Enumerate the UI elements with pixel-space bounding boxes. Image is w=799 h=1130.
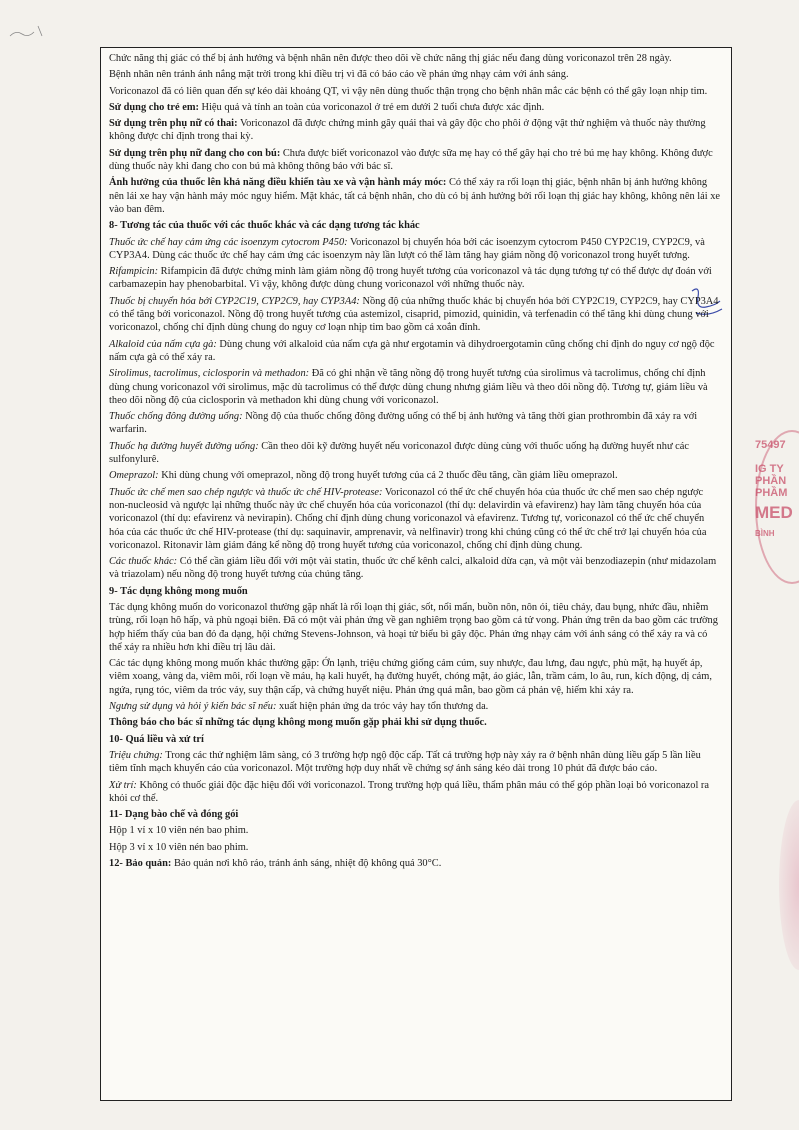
label: Xử trí:	[109, 779, 137, 791]
text: Có thể cần giảm liều đối với một vài statin, thuốc ức chế kênh calci, alkaloid dừa cạn, và một vài benzodiazepin (như midazolam và triazolam) nếu nồng độ trong huyết tương của chúng tăng.	[109, 556, 717, 581]
label: Sử dụng cho trẻ em:	[109, 101, 199, 113]
section-heading: 10- Quá liều và xử trí	[109, 733, 204, 745]
paragraph	[109, 295, 721, 335]
handwritten-mark	[8, 22, 48, 42]
paragraph: Chức năng thị giác có thể bị ảnh hưởng và bệnh nhân nên được theo dõi về chức năng thị giác nếu đang dùng voriconazol trên 28 ngày.	[109, 53, 672, 64]
text: Đã có ghi nhận về tăng nồng độ trong huyết tương của sirolimus và tacrolimus, chống chỉ định dùng chung voriconazol với sirolimus, mặc dù tacrolimus có thể được dùng chung nhưng giảm liều và theo dõi nồng độ. Tương tự, giảm liều và theo dõi nồng độ của ciclosporin và methadon khi dùng chung với voriconazol.	[109, 368, 708, 406]
document-body	[109, 52, 721, 873]
paragraph	[109, 117, 721, 144]
stamp-line: 75497	[755, 439, 786, 451]
paragraph: Tác dụng không muốn do voriconazol thường gặp nhất là rối loạn thị giác, sốt, nổi mẩn, buồn nôn, nôn ói, tiêu chảy, đau bụng, nhức đầu, nhiễm trùng, rối loạn hô hấp, và phù ngoại biên. Đã có một vài phản ứng về gan nghiêm trọng bao gồm cả tử vong. Phản ứng trên da bao gồm các trường hợp hiếm thấy của ban đỏ đa dạng, hội chứng Stevens-Johnson, và hoại tử biểu bì gây độc. Phản ứng nhạy cảm với ánh sáng có thể xảy ra và có thể xảy ra nhiều hơn khi điều trị lâu dài.	[109, 601, 718, 653]
text: Rifampicin đã được chứng minh làm giảm nồng độ trong huyết tương của voriconazol và tác dụng tương tự có thể được dự đoán với carbamazepin hay phenobarbital. Vì vậy, không được dùng chung voriconazol với những thuốc này.	[109, 266, 712, 291]
text: Voriconazol có thể ức chế chuyển hóa của thuốc ức chế men sao chép ngược non-nucleosid và ngược lại những thuốc này ức chế chuyển hóa của voriconazol (thí dụ: delavirdin và efavirenz) hay làm tăng chuyển hóa của voriconazol (thí dụ: efavirenz và nevirapin). Chống chỉ định dùng chung voriconazol và efavirenz. Tương tự, voriconazol có thể ức chế chuyển hóa của các thuốc ức chế HIV-protease (thí dụ: saquinavir, amprenavir, và nelfinavir) trong khi chúng cũng có thể ức chế trở lại chuyển hóa của voriconazol. Ritonavir làm giảm đáng kể nồng độ trong huyết tương của voriconazol, chống chỉ định dùng chung.	[109, 486, 707, 551]
section-heading: 12- Bảo quản:	[109, 858, 172, 870]
label: Triệu chứng:	[109, 749, 163, 761]
label: Thuốc bị chuyển hóa bởi CYP2C19, CYP2C9, hay CYP3A4:	[109, 295, 360, 307]
paragraph: Hộp 1 vỉ x 10 viên nén bao phim.	[109, 825, 249, 837]
label: Sử dụng trên phụ nữ có thai:	[109, 118, 238, 130]
paragraph	[109, 338, 721, 365]
paragraph	[109, 749, 721, 776]
text: Voriconazol bị chuyển hóa bởi các isoenzym cytocrom P450 CYP2C19, CYP2C9, và CYP3A4. Dùng các thuốc ức chế hay cảm ứng các isoenzym này lần lượt có thể làm tăng hay giảm nồng độ voriconazol trong huyết tương.	[109, 236, 705, 261]
paragraph	[109, 176, 721, 216]
faded-stamp	[779, 800, 799, 970]
paragraph	[109, 440, 721, 467]
label: Thuốc ức chế hay cảm ứng các isoenzym cytocrom P450:	[109, 236, 348, 248]
section-heading: 11- Dạng bào chế và đóng gói	[109, 809, 239, 821]
section-heading: 8- Tương tác của thuốc với các thuốc khác và các dạng tương tác khác	[109, 220, 420, 232]
paragraph	[109, 265, 721, 292]
label: Alkaloid của nấm cựa gà:	[109, 338, 217, 350]
paragraph	[109, 410, 721, 437]
stamp-line: PHẦM	[755, 487, 788, 499]
stamp-line: MED	[755, 503, 793, 522]
text: Cần theo dõi kỹ đường huyết nếu voriconazol được dùng cùng với thuốc uống hạ đường huyết như các sulfonylurê.	[109, 440, 690, 466]
paragraph: Hộp 3 vỉ x 10 viên nén bao phim.	[109, 841, 249, 853]
paragraph	[109, 469, 721, 482]
text: Bảo quản nơi khô ráo, tránh ánh sáng, nhiệt độ không quá 30°C.	[171, 858, 442, 870]
label: Ngưng sử dụng và hỏi ý kiến bác sĩ nếu:	[109, 701, 277, 713]
paragraph	[109, 779, 721, 806]
text: Hiệu quả và tính an toàn của voriconazol ở trẻ em dưới 2 tuổi chưa được xác định.	[198, 101, 545, 113]
stamp-line: PHẦN	[755, 475, 787, 487]
stamp-line: IG TY	[755, 463, 784, 475]
notice: Thông báo cho bác sĩ những tác dụng không mong muốn gặp phải khi sử dụng thuốc.	[109, 717, 487, 729]
paragraph	[109, 555, 721, 582]
label: Thuốc chống đông đường uống:	[109, 411, 243, 423]
paragraph	[109, 101, 721, 114]
text: Chưa được biết voriconazol vào được sữa mẹ hay có thể gây hại cho trẻ bú mẹ hay không. Không được dùng thuốc này khi đang cho con bú mà không thông báo với bác sĩ.	[109, 147, 713, 173]
paragraph: Bệnh nhân nên tránh ánh nắng mặt trời trong khi điều trị vì đã có báo cáo về phản ứng nhạy cảm với ánh sáng.	[109, 69, 569, 81]
text: Trong các thử nghiệm lâm sàng, có 3 trường hợp ngộ độc cấp. Tất cả trường hợp này xảy ra ở bệnh nhân dùng liều gấp 5 lần liều tiêm tĩnh mạch khuyến cáo của voriconazol. Một trường hợp duy nhất về chứng sợ ánh sáng kéo dài trong 10 phút đã được báo cáo.	[109, 749, 701, 775]
company-stamp	[755, 425, 799, 575]
document-page	[100, 47, 732, 1101]
paragraph	[109, 367, 721, 407]
label: Omeprazol:	[109, 470, 159, 482]
paragraph	[109, 700, 721, 713]
paragraph	[109, 147, 721, 174]
text: Không có thuốc giải độc đặc hiệu đối với voriconazol. Trong trường hợp quá liều, thẩm phân máu có thể góp phần loại bỏ voriconazol ra khỏi cơ thể.	[109, 779, 710, 804]
label: Thuốc ức chế men sao chép ngược và thuốc ức chế HIV-protease:	[109, 486, 383, 498]
paragraph	[109, 236, 721, 263]
text: Nồng độ của thuốc chống đông đường uống có thể bị ảnh hưởng và tăng thời gian prothrombin đã xảy ra với warfarin.	[109, 411, 698, 436]
paragraph	[109, 486, 721, 552]
label: Rifampicin:	[109, 266, 159, 278]
paragraph: Voriconazol đã có liên quan đến sự kéo dài khoảng QT, vì vậy nên dùng thuốc thận trọng cho bệnh nhân mắc các bệnh có thể gây loạn nhịp tim.	[109, 85, 708, 97]
stamp-line: BÌNH	[755, 529, 775, 538]
text: Khi dùng chung với omeprazol, nồng độ trong huyết tương của cả 2 thuốc đều tăng, cần giảm liều omeprazol.	[158, 470, 618, 482]
text: Voriconazol đã được chứng minh gây quái thai và gây độc cho phôi ở động vật thử nghiệm và thuốc này thường không được chỉ định trong thai kỳ.	[109, 118, 706, 143]
label: Sử dụng trên phụ nữ đang cho con bú:	[109, 147, 281, 159]
text: Có thể xảy ra rối loạn thị giác, bệnh nhân bị ảnh hưởng không nên lái xe hay vận hành máy móc nguy hiểm. Mặt khác, tất cả bệnh nhân, cho dù có bị ảnh hưởng bởi rối loạn thị giác hay không, không nên lái xe vào ban đêm.	[109, 177, 721, 215]
text: Dùng chung với alkaloid của nấm cựa gà như ergotamin và dihydroergotamin cũng chống chỉ định do nguy cơ ngộ độc nấm cựa gà có thể xảy ra.	[109, 338, 715, 363]
label: Các thuốc khác:	[109, 556, 178, 568]
paragraph: Các tác dụng không mong muốn khác thường gặp: Ớn lạnh, triệu chứng giống cảm cúm, suy nhược, đau lưng, đau ngực, phù mặt, hạ huyết áp, viêm xoang, vàng da, viêm môi, rối loạn về máu, hạ kali huyết, hạ đường huyết, chóng mặt, ảo giác, lẫn, trầm cảm, lo âu, run, kích động, dị cảm, ngứa, rụng tóc, viêm da tróc vảy, suy thận cấp, và chứng huyết niệu. Phản ứng quá mẫn, bao gồm cả phản vệ, hiếm khi xảy ra.	[109, 658, 712, 696]
label: Sirolimus, tacrolimus, ciclosporin và methadon:	[109, 368, 310, 380]
label: Ảnh hưởng của thuốc lên khả năng điều khiển tàu xe và vận hành máy móc:	[109, 177, 447, 189]
paragraph	[109, 857, 721, 870]
text: xuất hiện phản ứng da tróc vảy hay tổn thương da.	[276, 701, 489, 713]
label: Thuốc hạ đường huyết đường uống:	[109, 440, 259, 452]
text: Nồng độ của những thuốc khác bị chuyển hóa bởi CYP2C19, CYP2C9, hay CYP3A4 có thể tăng bởi voriconazol. Nồng độ trong huyết tương của astemizol, cisaprid, pimozid, quinidin, và terfenadin có thể tăng khi dùng chung với voriconazol, chống chỉ định dùng chung do nguy cơ loạn nhịp tim bao gồm cả xoắn đỉnh.	[109, 295, 719, 334]
section-heading: 9- Tác dụng không mong muốn	[109, 585, 248, 597]
